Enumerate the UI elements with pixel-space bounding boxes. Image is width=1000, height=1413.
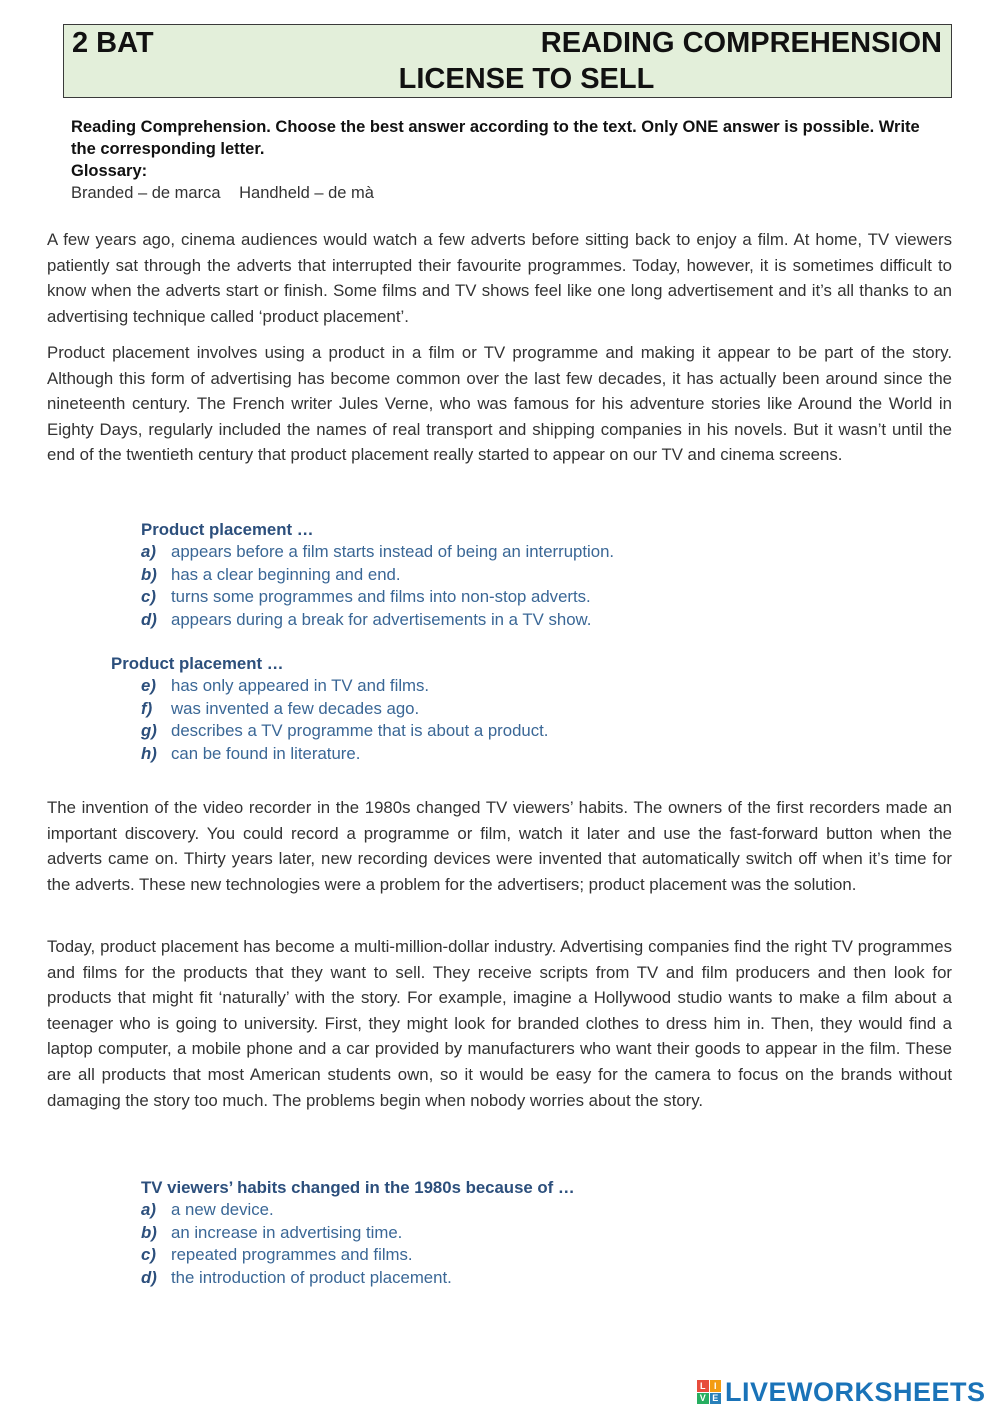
answer-option[interactable] — [141, 609, 614, 631]
liveworksheets-logo-text: LIVEWORKSHEETS — [725, 1376, 986, 1407]
answer-option[interactable] — [141, 586, 614, 608]
option-text: describes a TV programme that is about a product. — [171, 721, 549, 741]
option-text: has a clear beginning and end. — [171, 564, 401, 584]
option-text: a new device. — [171, 1200, 274, 1220]
question-2 — [111, 653, 548, 765]
question-3 — [141, 1177, 575, 1289]
answer-option[interactable] — [141, 1267, 575, 1289]
option-letter: d) — [141, 609, 157, 629]
question-stem: Product placement … — [111, 654, 284, 673]
option-text: appears during a break for advertisements in a TV show. — [171, 609, 592, 629]
answer-option[interactable] — [141, 675, 548, 697]
option-letter: d) — [141, 1267, 157, 1287]
glossary-title: Glossary: — [71, 162, 148, 180]
level-label: 2 BAT — [72, 27, 154, 59]
option-letter: c) — [141, 587, 156, 607]
answer-option[interactable] — [141, 541, 614, 563]
option-text: the introduction of product placement. — [171, 1267, 452, 1287]
answer-option[interactable] — [141, 1244, 575, 1266]
option-letter: c) — [141, 1245, 156, 1265]
option-text: an increase in advertising time. — [171, 1222, 403, 1242]
answer-option[interactable] — [141, 698, 548, 720]
option-letter: a) — [141, 1200, 156, 1220]
question-stem: TV viewers’ habits changed in the 1980s because of … — [141, 1178, 575, 1197]
option-text: appears before a film starts instead of being an interruption. — [171, 542, 615, 562]
option-text: repeated programmes and films. — [171, 1245, 413, 1265]
header-box — [63, 24, 952, 98]
paragraph-3: The invention of the video recorder in the 1980s changed TV viewers’ habits. The owners of the first recorders made an important discovery. You could record a programme or film, watch it later and use the fast-forward button when the adverts came on. Thirty years later, new recording devices were invented that automatically switch off when it’s time for the adverts. These new technologies were a problem for the advertisers; product placement was the solution. — [47, 798, 952, 894]
paragraph-4: Today, product placement has become a multi-million-dollar industry. Advertising companies find the right TV programmes and films for the products that they want to sell. They receive scripts from TV and film producers and then look for products that might fit ‘naturally’ with the story. For example, imagine a Hollywood studio wants to make a film about a teenager who is going to university. First, they might look for branded clothes to dress him in. Then, they would find a laptop computer, a mobile phone and a car provided by manufacturers who want their goods to appear in the film. These are all products that most American students own, so it would be easy for the camera to focus on the brands without damaging the story too much. The problems begin when nobody worries about the story. — [47, 937, 952, 1110]
option-letter: a) — [141, 542, 156, 562]
option-letter: g) — [141, 721, 157, 741]
paragraph-2: Product placement involves using a product in a film or TV programme and making it appear to be part of the story. Although this form of advertising has become common over the last few decades, it has actually been around since the nineteenth century. The French writer Jules Verne, who was famous for his adventure stories like Around the World in Eighty Days, regularly included the names of real transport and shipping companies in his novels. But it wasn’t until the end of the twentieth century that product placement really started to appear on our TV and cinema screens. — [47, 343, 952, 465]
option-letter: b) — [141, 1222, 157, 1242]
option-letter: h) — [141, 743, 157, 763]
answer-option[interactable] — [141, 1199, 575, 1221]
answer-option[interactable] — [141, 564, 614, 586]
option-letter: f) — [141, 698, 153, 718]
instructions — [71, 116, 941, 204]
glossary-items — [71, 182, 941, 204]
glossary-item: Handheld – de mà — [239, 184, 374, 202]
page-title: READING COMPREHENSION — [540, 27, 942, 59]
liveworksheets-logo-icon: L I V E — [697, 1380, 721, 1404]
option-text: can be found in literature. — [171, 743, 361, 763]
answer-option[interactable] — [141, 743, 548, 765]
question-stem: Product placement … — [141, 520, 314, 539]
option-letter: e) — [141, 676, 156, 696]
option-text: has only appeared in TV and films. — [171, 676, 430, 696]
answer-option[interactable] — [141, 720, 548, 742]
option-text: was invented a few decades ago. — [171, 698, 420, 718]
glossary-item: Branded – de marca — [71, 184, 221, 202]
answer-option[interactable] — [141, 1222, 575, 1244]
liveworksheets-logo — [697, 1377, 986, 1407]
question-1 — [141, 519, 614, 631]
instructions-text: Reading Comprehension. Choose the best answer according to the text. Only ONE answer is possible. Write the corresponding letter. — [71, 118, 920, 158]
paragraph-1: A few years ago, cinema audiences would watch a few adverts before sitting back to enjoy a film. At home, TV viewers patiently sat through the adverts that interrupted their favourite programmes. Today, however, it is sometimes difficult to know when the adverts start or finish. Some films and TV shows feel like one long advertisement and it’s all thanks to an advertising technique called ‘product placement’. — [47, 230, 952, 326]
option-letter: b) — [141, 564, 157, 584]
option-text: turns some programmes and films into non-stop adverts. — [171, 587, 591, 607]
page-subtitle: LICENSE TO SELL — [398, 63, 655, 95]
